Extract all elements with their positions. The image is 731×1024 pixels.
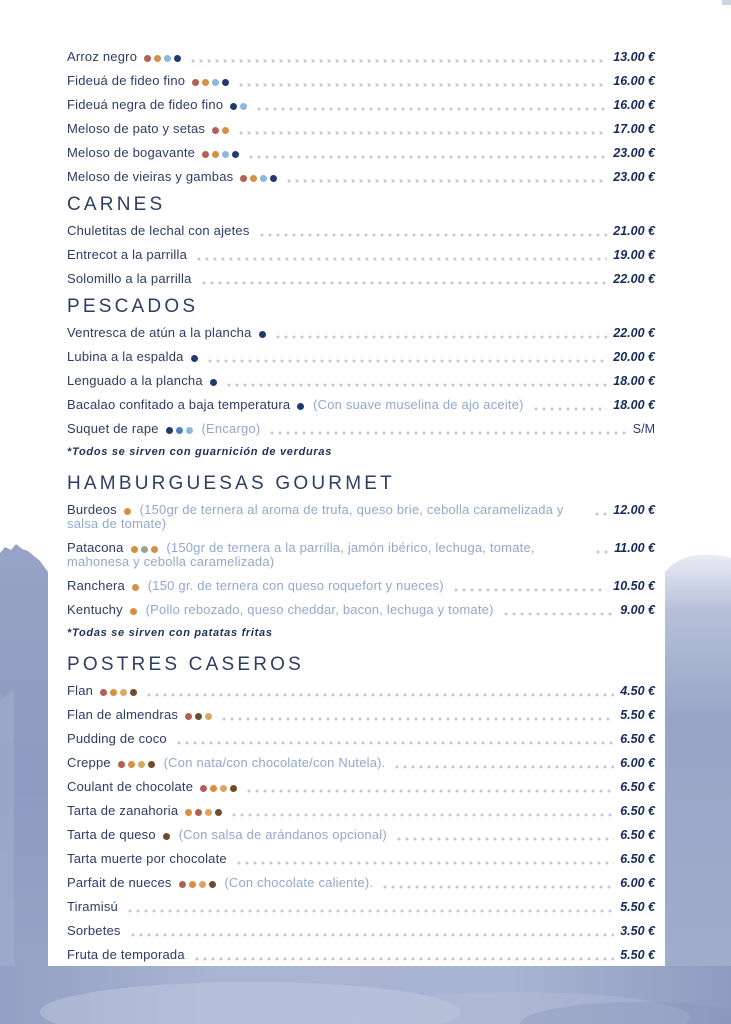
item-name: Ventresca de atún a la plancha [67,325,252,340]
item-name-block [67,804,222,818]
allergen-dot-tan [120,689,127,696]
allergen-dot-navy [210,379,217,386]
dotted-leader [593,512,607,516]
menu-item-row [67,224,655,238]
item-price: 6.00 € [620,756,655,770]
menu-item-row [67,732,655,746]
dotted-leader [255,107,607,111]
allergen-dot-brown [230,785,237,792]
item-name: Tiramisú [67,899,118,914]
allergen-dots [209,121,229,136]
allergen-dot-tan [220,785,227,792]
allergen-dot-lightblue [212,79,219,86]
item-name: Arroz negro [67,49,138,64]
item-price: 6.50 € [620,852,655,866]
menu-item-row [67,272,655,286]
item-price: 6.50 € [620,828,655,842]
item-price: 6.00 € [620,876,655,890]
item-description: (150gr de ternera al aroma de trufa, queso brie, cebolla caramelizada y salsa de tomate) [67,502,564,531]
allergen-dots [160,827,170,842]
dotted-leader [247,155,607,159]
allergen-dot-brown [209,881,216,888]
dotted-leader [206,359,608,363]
dotted-leader [502,612,615,616]
item-name-block [67,422,260,436]
dotted-leader [395,837,614,841]
item-price: 20.00 € [613,350,655,364]
dotted-leader [129,933,615,937]
menu-item-row [67,541,655,569]
allergen-dot-orange [185,809,192,816]
section-heading: CARNES [67,194,166,215]
item-name: Meloso de bogavante [67,145,196,160]
allergen-dots [141,49,181,64]
allergen-dot-tan [199,881,206,888]
allergen-dot-orange [110,689,117,696]
allergen-dot-orange [128,761,135,768]
item-name-block [67,780,237,794]
allergen-dots [199,145,239,160]
allergen-dots [189,73,229,88]
item-description: (Pollo rebozado, queso cheddar, bacon, lechuga y tomate) [141,602,494,617]
dotted-leader [237,83,607,87]
item-price: 22.00 € [613,326,655,340]
allergen-dot-orange [124,508,131,515]
item-name-block [67,224,250,238]
item-price: 5.50 € [620,948,655,962]
item-price: 18.00 € [613,374,655,388]
allergen-dot-orange [222,127,229,134]
menu-item-row [67,924,655,938]
menu-item-row [67,398,655,412]
item-name-block [67,248,187,262]
item-name-block [67,948,185,962]
allergen-dot-lightblue [222,151,229,158]
allergen-dot-red [240,175,247,182]
item-name: Chuletitas de lechal con ajetes [67,223,250,238]
allergen-dot-navy [297,403,304,410]
allergen-dot-red [192,79,199,86]
item-price: 19.00 € [613,248,655,262]
allergen-dots [128,540,158,555]
item-name-block [67,541,586,569]
allergen-dot-orange [250,175,257,182]
allergen-dot-orange [202,79,209,86]
allergen-dot-orange [154,55,161,62]
dotted-leader [175,741,614,745]
menu-item-row [67,603,655,617]
menu-item-row [67,248,655,262]
allergen-dot-brown [130,689,137,696]
allergen-dots [197,779,237,794]
item-price: 3.50 € [620,924,655,938]
item-name-block [67,708,212,722]
allergen-dots [182,707,212,722]
item-name-block [67,398,524,412]
allergen-dots [188,349,198,364]
dotted-leader [193,957,614,961]
allergen-dot-navy [174,55,181,62]
item-name-block [67,374,217,388]
allergen-dot-medblue [176,427,183,434]
allergen-dot-brown [148,761,155,768]
allergen-dot-tan [205,713,212,720]
allergen-dot-red [195,809,202,816]
item-name: Tarta muerte por chocolate [67,851,227,866]
dotted-leader [274,335,608,339]
item-price: 13.00 € [613,50,655,64]
dotted-leader [452,588,608,592]
allergen-dot-olive [141,546,148,553]
item-name-block [67,146,239,160]
allergen-dot-orange [212,151,219,158]
item-name: Fideuá negra de fideo fino [67,97,224,112]
section-heading: HAMBURGUESAS GOURMET [67,473,395,494]
item-name: Pudding de coco [67,731,167,746]
item-price: 17.00 € [613,122,655,136]
dotted-leader [532,407,608,411]
allergen-dots [227,97,247,112]
allergen-dot-red [118,761,125,768]
item-name-block [67,503,585,531]
item-price: 18.00 € [613,398,655,412]
allergen-dot-navy [232,151,239,158]
menu-item-row [67,50,655,64]
allergen-dots [115,755,155,770]
item-name: Entrecot a la parrilla [67,247,188,262]
menu-item-row [67,900,655,914]
item-name: Suquet de rape [67,421,159,436]
section-heading: POSTRES CASEROS [67,654,304,675]
item-name-block [67,900,118,914]
menu-item-row [67,326,655,340]
allergen-dot-navy [259,331,266,338]
allergen-dots [207,373,217,388]
dotted-leader [235,861,614,865]
item-name-block [67,579,444,593]
allergen-dot-lightblue [164,55,171,62]
menu-item-row [67,122,655,136]
allergen-dot-red [200,785,207,792]
allergen-dot-lightblue [186,427,193,434]
allergen-dot-lightblue [260,175,267,182]
dotted-leader [230,813,614,817]
allergen-dots [129,578,139,593]
item-price: 16.00 € [613,74,655,88]
item-name: Burdeos [67,502,117,517]
item-name-block [67,50,181,64]
dotted-leader [381,885,614,889]
item-name: Parfait de nueces [67,875,172,890]
dotted-leader [225,383,608,387]
item-description: (Con chocolate caliente). [220,875,374,890]
menu-item-row [67,579,655,593]
item-price: 23.00 € [613,170,655,184]
item-name: Flan [67,683,94,698]
allergen-dots [163,421,193,436]
allergen-dot-navy [166,427,173,434]
allergen-dot-tan [205,809,212,816]
allergen-dot-red [179,881,186,888]
item-name-block [67,924,121,938]
item-description: (Encargo) [197,421,261,436]
item-description: (Con nata/con chocolate/con Nutela). [159,755,386,770]
menu-item-row [67,146,655,160]
menu-page [48,0,665,966]
item-name: Fruta de temporada [67,947,185,962]
item-name: Meloso de pato y setas [67,121,206,136]
item-description: (150gr de ternera a la parrilla, jamón ibérico, lechuga, tomate, mahonesa y cebolla caramelizada) [67,540,535,569]
allergen-dot-orange [189,881,196,888]
item-name-block [67,852,227,866]
item-name: Sorbetes [67,923,121,938]
menu-item-row [67,756,655,770]
menu-item-row [67,876,655,890]
menu-item-row [67,350,655,364]
item-price: 5.50 € [620,708,655,722]
dotted-leader [285,179,607,183]
allergen-dot-red [144,55,151,62]
item-price: 6.50 € [620,804,655,818]
item-description: (150 gr. de ternera con queso roquefort y nueces) [143,578,444,593]
section-heading: PESCADOS [67,296,199,317]
item-name-block [67,98,247,112]
allergen-dot-tan [138,761,145,768]
section-note: *Todos se sirven con guarnición de verduras [67,446,333,458]
allergen-dot-navy [230,103,237,110]
item-name: Bacalao confitado a baja temperatura [67,397,291,412]
item-name: Flan de almendras [67,707,179,722]
item-price: 12.00 € [613,503,655,517]
menu-item-row [67,852,655,866]
item-price: 22.00 € [613,272,655,286]
allergen-dot-navy [222,79,229,86]
item-price: 9.00 € [620,603,655,617]
dotted-leader [145,693,614,697]
dotted-leader [258,233,608,237]
item-price: 5.50 € [620,900,655,914]
dotted-leader [189,59,607,63]
item-name: Kentuchy [67,602,123,617]
menu-item-row [67,804,655,818]
item-name-block [67,756,385,770]
allergen-dot-red [212,127,219,134]
menu-item-row [67,828,655,842]
menu-item-row [67,503,655,531]
item-name-block [67,74,229,88]
dotted-leader [195,257,607,261]
item-name: Meloso de vieiras y gambas [67,169,234,184]
item-name-block [67,876,373,890]
item-name-block [67,350,198,364]
dotted-leader [594,550,608,554]
allergen-dots [182,803,222,818]
item-name: Creppe [67,755,111,770]
allergen-dot-red [185,713,192,720]
item-price: 4.50 € [620,684,655,698]
item-name: Solomillo a la parrilla [67,271,192,286]
item-name-block [67,272,192,286]
menu-item-row [67,948,655,962]
allergen-dots [121,502,131,517]
item-name: Tarta de queso [67,827,156,842]
item-price: S/M [632,422,655,436]
item-name: Lenguado a la plancha [67,373,203,388]
menu-item-row [67,374,655,388]
dotted-leader [245,789,614,793]
allergen-dot-navy [270,175,277,182]
allergen-dots [176,875,216,890]
allergen-dot-orange [132,584,139,591]
menu-item-row [67,170,655,184]
dotted-leader [200,281,608,285]
item-name-block [67,326,266,340]
allergen-dot-red [202,151,209,158]
item-name-block [67,603,494,617]
allergen-dot-brown [163,833,170,840]
item-name-block [67,732,167,746]
menu-item-row [67,422,655,436]
allergen-dot-red [100,689,107,696]
item-name-block [67,828,387,842]
allergen-dot-brown [195,713,202,720]
dotted-leader [268,431,626,435]
menu-item-row [67,684,655,698]
section-note: *Todas se sirven con patatas fritas [67,627,273,639]
allergen-dot-orange [151,546,158,553]
item-name: Lubina a la espalda [67,349,184,364]
item-name-block [67,170,277,184]
allergen-dot-orange [131,546,138,553]
item-name: Coulant de chocolate [67,779,194,794]
menu-item-row [67,708,655,722]
item-name-block [67,684,137,698]
allergen-dots [127,602,137,617]
dotted-leader [126,909,614,913]
menu-item-row [67,780,655,794]
item-name: Patacona [67,540,124,555]
menu-item-row [67,74,655,88]
allergen-dot-brown [215,809,222,816]
item-name-block [67,122,229,136]
item-name: Ranchera [67,578,125,593]
item-price: 16.00 € [613,98,655,112]
allergen-dots [237,169,277,184]
item-price: 10.50 € [613,579,655,593]
allergen-dot-navy [191,355,198,362]
right-watercolor-shape [665,554,731,1024]
menu-item-row [67,98,655,112]
allergen-dot-orange [130,608,137,615]
item-description: (Con salsa de arándanos opcional) [174,827,387,842]
allergen-dot-orange [210,785,217,792]
item-price: 11.00 € [614,541,655,555]
menu-content [67,50,655,962]
item-name: Fideuá de fideo fino [67,73,186,88]
item-name: Tarta de zanahoria [67,803,179,818]
allergen-dots [97,683,137,698]
dotted-leader [393,765,614,769]
item-price: 23.00 € [613,146,655,160]
item-description: (Con suave muselina de ajo aceite) [309,397,524,412]
item-price: 21.00 € [613,224,655,238]
item-price: 6.50 € [620,732,655,746]
dotted-leader [237,131,607,135]
allergen-dots [256,325,266,340]
dotted-leader [220,717,614,721]
allergen-dot-lightblue [240,103,247,110]
allergen-dots [294,397,304,412]
item-price: 6.50 € [620,780,655,794]
